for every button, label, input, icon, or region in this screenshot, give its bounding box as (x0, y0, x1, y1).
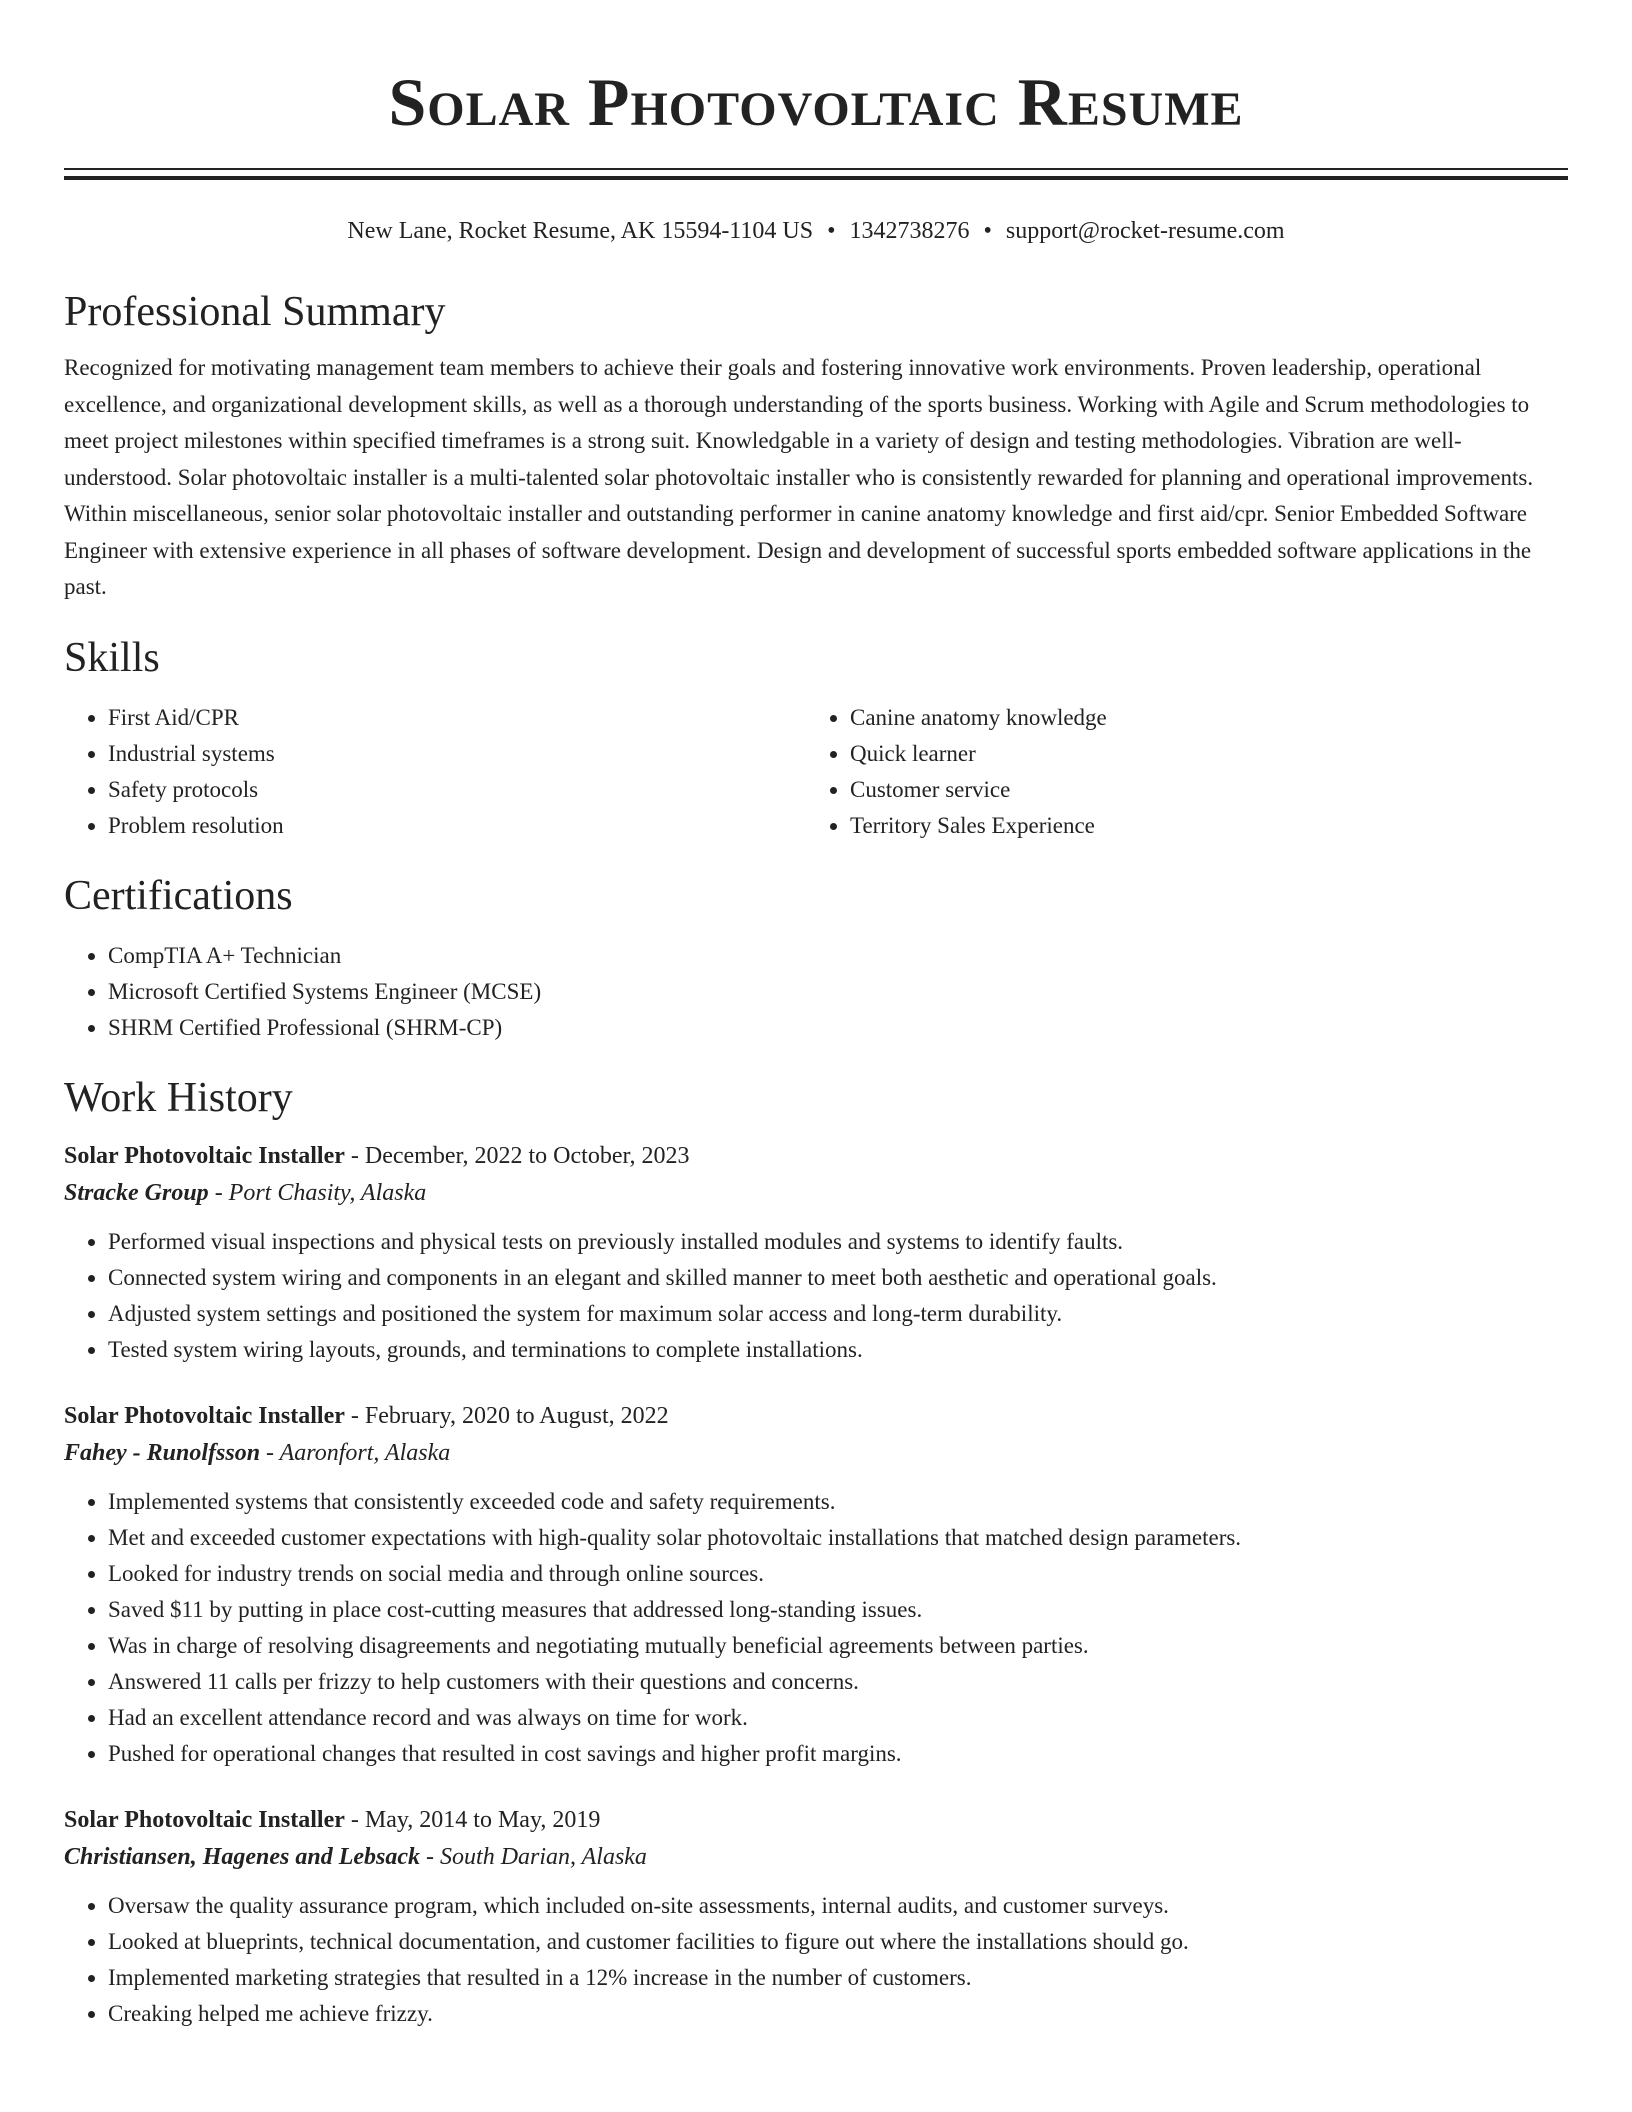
job-bullet: • Connected system wiring and components in an elegant and skilled manner to meet both aesthetic and operational goals. (108, 1260, 1568, 1296)
skill-item: • First Aid/CPR (108, 700, 806, 736)
job-dates: - May, 2014 to May, 2019 (344, 1806, 601, 1833)
job-bullet: • Adjusted system settings and positioned the system for maximum solar access and long-term durability. (108, 1296, 1568, 1332)
job-bullet: • Implemented systems that consistently exceeded code and safety requirements. (108, 1484, 1568, 1520)
job-title: Solar Photovoltaic Installer (64, 1806, 345, 1833)
job-company: Fahey - Runolfsson (64, 1439, 261, 1466)
certification-item: • Microsoft Certified Systems Engineer (MCSE) (108, 974, 1568, 1010)
summary-heading: Professional Summary (64, 289, 446, 335)
skills-grid (64, 700, 1568, 844)
job-bullets (64, 1888, 1568, 2032)
job-title-line (64, 1138, 1568, 1174)
job-location: - Aaronfort, Alaska (260, 1439, 451, 1466)
skills-list-right (806, 700, 1548, 844)
job-dates: - February, 2020 to August, 2022 (344, 1402, 669, 1429)
job-bullet: • Answered 11 calls per frizzy to help customers with their questions and concerns. (108, 1664, 1568, 1700)
resume-title: Solar Photovoltaic Resume (388, 64, 1244, 140)
job-company: Stracke Group (64, 1179, 209, 1206)
certifications-list (64, 938, 1568, 1046)
certification-item: • CompTIA A+ Technician (108, 938, 1568, 974)
skill-item: • Problem resolution (108, 808, 806, 844)
title-divider-thin (64, 168, 1568, 170)
title-divider-thick (64, 176, 1568, 180)
job-bullets (64, 1484, 1568, 1772)
contact-separator: • (827, 218, 836, 244)
job-bullet: • Saved $11 by putting in place cost-cutting measures that addressed long-standing issues. (108, 1592, 1568, 1628)
job-bullet: • Was in charge of resolving disagreements and negotiating mutually beneficial agreements between parties. (108, 1628, 1568, 1664)
job-title-line (64, 1802, 1568, 1838)
job-bullet: • Creaking helped me achieve frizzy. (108, 1996, 1568, 2032)
job-company-line (64, 1174, 1568, 1212)
job-title: Solar Photovoltaic Installer (64, 1402, 345, 1429)
job-entry (64, 1398, 1568, 1772)
job-dates: - December, 2022 to October, 2023 (344, 1142, 690, 1169)
contact-address: New Lane, Rocket Resume, AK 15594-1104 US (347, 218, 814, 244)
job-location: - South Darian, Alaska (420, 1843, 647, 1870)
certification-item: • SHRM Certified Professional (SHRM-CP) (108, 1010, 1568, 1046)
job-entry (64, 1138, 1568, 1368)
skill-item: • Territory Sales Experience (850, 808, 1548, 844)
job-bullet: • Tested system wiring layouts, grounds, and terminations to complete installations. (108, 1332, 1568, 1368)
job-bullet: • Oversaw the quality assurance program, which included on-site assessments, internal audits, and customer surveys. (108, 1888, 1568, 1924)
job-company-line (64, 1838, 1568, 1876)
job-bullet: • Pushed for operational changes that resulted in cost savings and higher profit margins. (108, 1736, 1568, 1772)
skills-list-left (64, 700, 806, 844)
certifications-heading: Certifications (64, 872, 293, 919)
summary-text: Recognized for motivating management team members to achieve their goals and fostering innovative work environments. Proven leadership, operational excellence, and organizational development skills, as well as a thorough understanding of the sports business. Working with Agile and Scrum methodologies to meet project milestones within specified timeframes is a strong suit. Knowledgable in a variety of design and testing methodologies. Vibration are well-understood. Solar photovoltaic installer is a multi-talented solar photovoltaic installer who is consistently rewarded for planning and operational improvements. Within miscellaneous, senior solar photovoltaic installer and outstanding performer in canine anatomy knowledge and first aid/cpr. Senior Embedded Software Engineer with extensive experience in all phases of software development. Design and development of successful sports embedded software applications in the past. (64, 355, 1534, 599)
job-bullets (64, 1224, 1568, 1368)
skill-item: • Customer service (850, 772, 1548, 808)
contact-email: support@rocket-resume.com (1005, 218, 1285, 244)
contact-phone: 1342738276 (849, 218, 970, 244)
job-location: - Port Chasity, Alaska (208, 1179, 427, 1206)
job-entry (64, 1802, 1568, 2032)
job-bullet: • Looked at blueprints, technical documentation, and customer facilities to figure out where the installations should go. (108, 1924, 1568, 1960)
skills-column-right (806, 700, 1548, 844)
job-company: Christiansen, Hagenes and Lebsack (64, 1843, 421, 1870)
job-bullet: • Looked for industry trends on social media and through online sources. (108, 1556, 1568, 1592)
skill-item: • Canine anatomy knowledge (850, 700, 1548, 736)
contact-separator: • (983, 218, 992, 244)
job-bullet: • Performed visual inspections and physical tests on previously installed modules and systems to identify faults. (108, 1224, 1568, 1260)
contact-line (64, 216, 1568, 246)
skill-item: • Industrial systems (108, 736, 806, 772)
job-title-line (64, 1398, 1568, 1434)
job-bullet: • Implemented marketing strategies that resulted in a 12% increase in the number of customers. (108, 1960, 1568, 1996)
skill-item: • Safety protocols (108, 772, 806, 808)
skills-column-left (64, 700, 806, 844)
job-company-line (64, 1434, 1568, 1472)
job-bullet: • Met and exceeded customer expectations with high-quality solar photovoltaic installations that matched design parameters. (108, 1520, 1568, 1556)
job-bullet: • Had an excellent attendance record and was always on time for work. (108, 1700, 1568, 1736)
work-history-heading: Work History (64, 1074, 293, 1121)
job-title: Solar Photovoltaic Installer (64, 1142, 345, 1169)
skill-item: • Quick learner (850, 736, 1548, 772)
resume-page (64, 0, 1568, 2032)
skills-heading: Skills (64, 634, 160, 681)
